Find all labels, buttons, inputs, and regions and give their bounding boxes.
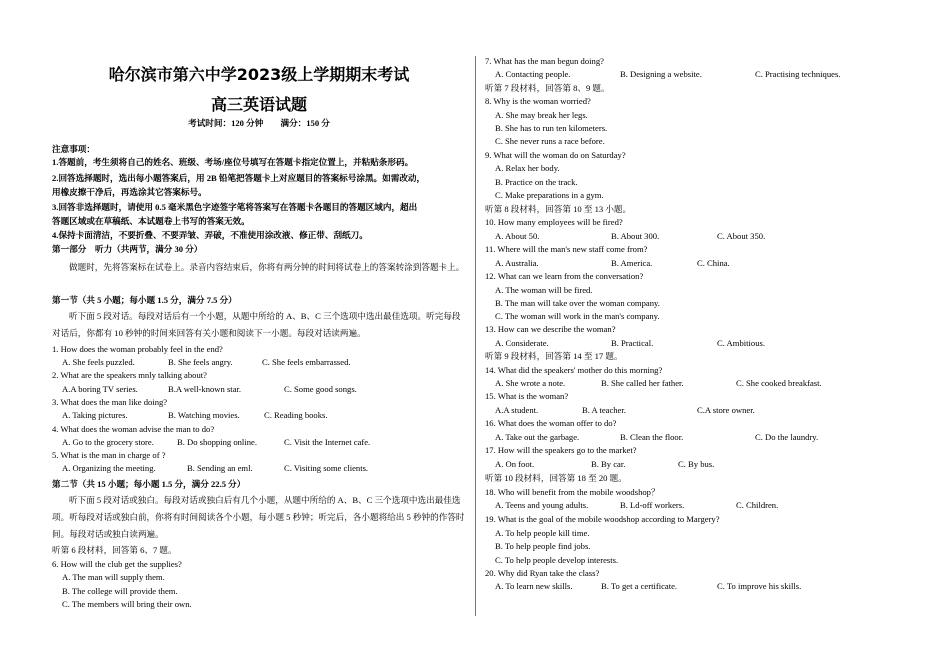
question-14: 14. What did the speakers' mother do this morning?: [485, 365, 663, 375]
question-10: 10. How many employees will be fired?: [485, 217, 623, 227]
option-2c: C. Some good songs.: [284, 384, 357, 394]
exam-info: 考试时间：120 分钟 满分：150 分: [188, 118, 330, 128]
exam-subtitle: 高三英语试题: [210, 95, 307, 114]
question-7: 7. What has the man begun doing?: [485, 56, 604, 66]
material-7: 听第 7 段材料，回答第 8、9 题。: [485, 83, 610, 93]
section1-heading: 第一节（共 5 小题；每小题 1.5 分，满分 7.5 分）: [52, 295, 237, 305]
option-13a: A. Considerate.: [495, 338, 549, 348]
option-12c: C. The woman will work in the man's company.: [495, 311, 660, 321]
question-15: 15. What is the woman?: [485, 391, 569, 401]
question-16: 16. What does the woman offer to do?: [485, 418, 617, 428]
option-7a: A. Contacting people.: [495, 69, 571, 79]
question-20: 20. Why did Ryan take the class?: [485, 568, 600, 578]
option-8b: B. She has to run ten kilometers.: [495, 123, 608, 133]
option-16c: C. Do the laundry.: [755, 432, 819, 442]
question-1: 1. How does the woman probably feel in the end?: [52, 344, 223, 354]
option-3b: B. Watching movies.: [168, 410, 240, 420]
option-1b: B. She feels angry.: [168, 357, 233, 367]
notice-line: 用橡皮擦干净后，再选涂其它答案标号。: [52, 187, 207, 197]
option-6c: C. The members will bring their own.: [62, 599, 192, 609]
option-13c: C. Ambitious.: [717, 338, 765, 348]
option-15b: B. A teacher.: [582, 405, 626, 415]
question-5: 5. What is the man in charge of ?: [52, 450, 166, 460]
option-19c: C. To help people develop interests.: [495, 555, 619, 565]
option-20b: B. To get a certificate.: [601, 581, 678, 591]
option-12a: A. The woman will be fired.: [495, 285, 593, 295]
question-13: 13. How can we describe the woman?: [485, 324, 616, 334]
option-5a: A. Organizing the meeting.: [62, 463, 156, 473]
option-8c: C. She never runs a race before.: [495, 136, 605, 146]
option-9a: A. Relax her body.: [495, 163, 560, 173]
material-10: 听第 10 段材料，回答第 18 至 20 题。: [485, 473, 627, 483]
notice-line: 2.回答选择题时，选出每小题答案后，用 2B 铅笔把答题卡上对应题目的答案标号涂黑。如需改动，: [52, 173, 426, 183]
option-2a: A.A boring TV series.: [62, 384, 138, 394]
column-divider: [475, 56, 476, 616]
notice-line: 4.保持卡面清洁，不要折叠、不要弄皱、弄破，不准使用涂改液、修正带、刮纸刀。: [52, 230, 368, 240]
option-14c: C. She cooked breakfast.: [736, 378, 822, 388]
option-4b: B. Do shopping online.: [177, 437, 257, 447]
question-11: 11. Where will the man's new staff come from?: [485, 244, 648, 254]
notice-heading: 注意事项：: [52, 144, 95, 154]
option-18a: A. Teens and young adults.: [495, 500, 589, 510]
option-6a: A. The man will supply them.: [62, 572, 165, 582]
notice-line: 1.答题前，考生须将自己的姓名、班级、考场/座位号填写在答题卡指定位置上，并粘贴条形码。: [52, 157, 414, 167]
option-16a: A. Take out the garbage.: [495, 432, 580, 442]
option-17b: B. By car.: [591, 459, 626, 469]
option-8a: A. She may break her legs.: [495, 110, 588, 120]
notice-line: 答题区域或在草稿纸、本试题卷上书写的答案无效。: [52, 216, 250, 226]
option-18b: B. Ld-off workers.: [620, 500, 685, 510]
option-11c: C. China.: [697, 258, 730, 268]
section2-intro: 听下面 5 段对话或独白。每段对话或独白后有几个小题，从题中所给的 A、B、C 三个选项中选出最佳选项。听每段对话或独白前，你将有时间阅读各个小题，每小题 5 秒钟；听完后，各小题将给出 5 秒钟的作答时间。每段对话或独白读两遍。: [52, 495, 465, 539]
option-15a: A.A student.: [495, 405, 539, 415]
option-20a: A. To learn new skills.: [495, 581, 573, 591]
option-7b: B. Designing a website.: [620, 69, 702, 79]
question-17: 17. How will the speakers go to the market?: [485, 445, 637, 455]
question-4: 4. What does the woman advise the man to do?: [52, 424, 215, 434]
option-13b: B. Practical.: [611, 338, 654, 348]
option-7c: C. Practising techniques.: [755, 69, 841, 79]
option-20c: C. To improve his skills.: [717, 581, 802, 591]
option-1c: C. She feels embarrassed.: [262, 357, 351, 367]
option-5c: C. Visiting some clients.: [284, 463, 369, 473]
part1-intro: 做题时，先将答案标在试卷上。录音内容结束后，你将有两分钟的时间将试卷上的答案转涂到答题卡上。: [69, 262, 465, 272]
exam-title: 哈尔滨市第六中学2023级上学期期末考试: [108, 65, 410, 84]
option-3a: A. Taking pictures.: [62, 410, 128, 420]
option-4a: A. Go to the grocery store.: [62, 437, 154, 447]
question-19: 19. What is the goal of the mobile woodshop according to Margery?: [485, 514, 720, 524]
option-5b: B. Sending an eml.: [187, 463, 253, 473]
question-18: 18. Who will benefit from the mobile woodshop？: [485, 487, 660, 497]
option-6b: B. The college will provide them.: [62, 586, 178, 596]
option-2b: B.A well-known star.: [168, 384, 242, 394]
part1-heading: 第一部分 听力（共两节，满分 30 分）: [52, 244, 203, 254]
option-1a: A. She feels puzzled.: [62, 357, 135, 367]
question-6: 6. How will the club get the supplies?: [52, 559, 182, 569]
section1-intro: 听下面 5 段对话。每段对话后有一个小题，从题中所给的 A、B、C 三个选项中选出最佳选项。听完每段对话后，你都有 10 秒钟的时间来回答有关小题和阅读下一小题。每段对话读两遍。: [52, 311, 461, 338]
option-14a: A. She wrote a note.: [495, 378, 566, 388]
option-14b: B. She called her father.: [601, 378, 684, 388]
option-3c: C. Reading books.: [264, 410, 328, 420]
option-19b: B. To help people find jobs.: [495, 541, 591, 551]
option-9c: C. Make preparations in a gym.: [495, 190, 604, 200]
material-9: 听第 9 段材料，回答第 14 至 17 题。: [485, 351, 623, 361]
question-8: 8. Why is the woman worried?: [485, 96, 591, 106]
option-17a: A. On foot.: [495, 459, 535, 469]
option-12b: B. The man will take over the woman company.: [495, 298, 660, 308]
question-2: 2. What are the speakers mnly talking about?: [52, 370, 207, 380]
question-3: 3. What does the man like doing?: [52, 397, 168, 407]
option-9b: B. Practice on the track.: [495, 177, 578, 187]
option-18c: C. Children.: [736, 500, 779, 510]
question-9: 9. What will the woman do on Saturday?: [485, 150, 626, 160]
option-4c: C. Visit the Internet cafe.: [284, 437, 371, 447]
notice-line: 3.回答非选择题时，请使用 0.5 毫米黑色字迹签字笔将答案写在答题卡各题目的答题区域内，超出: [52, 202, 418, 212]
option-10c: C. About 350.: [717, 231, 766, 241]
section2-heading: 第二节（共 15 小题；每小题 1.5 分，满分 22.5 分）: [52, 479, 246, 489]
option-19a: A. To help people kill time.: [495, 528, 590, 538]
material-8: 听第 8 段材料，回答第 10 至 13 小题。: [485, 204, 632, 214]
option-15c: C.A store owner.: [697, 405, 755, 415]
option-10a: A. About 50.: [495, 231, 540, 241]
option-17c: C. By bus.: [678, 459, 715, 469]
option-16b: B. Clean the floor.: [620, 432, 684, 442]
question-12: 12. What can we learn from the conversation?: [485, 271, 644, 281]
option-11b: B. America.: [611, 258, 653, 268]
material-6: 听第 6 段材料，回答第 6、7 题。: [52, 545, 177, 555]
option-10b: B. About 300.: [611, 231, 660, 241]
option-11a: A. Australia.: [495, 258, 539, 268]
